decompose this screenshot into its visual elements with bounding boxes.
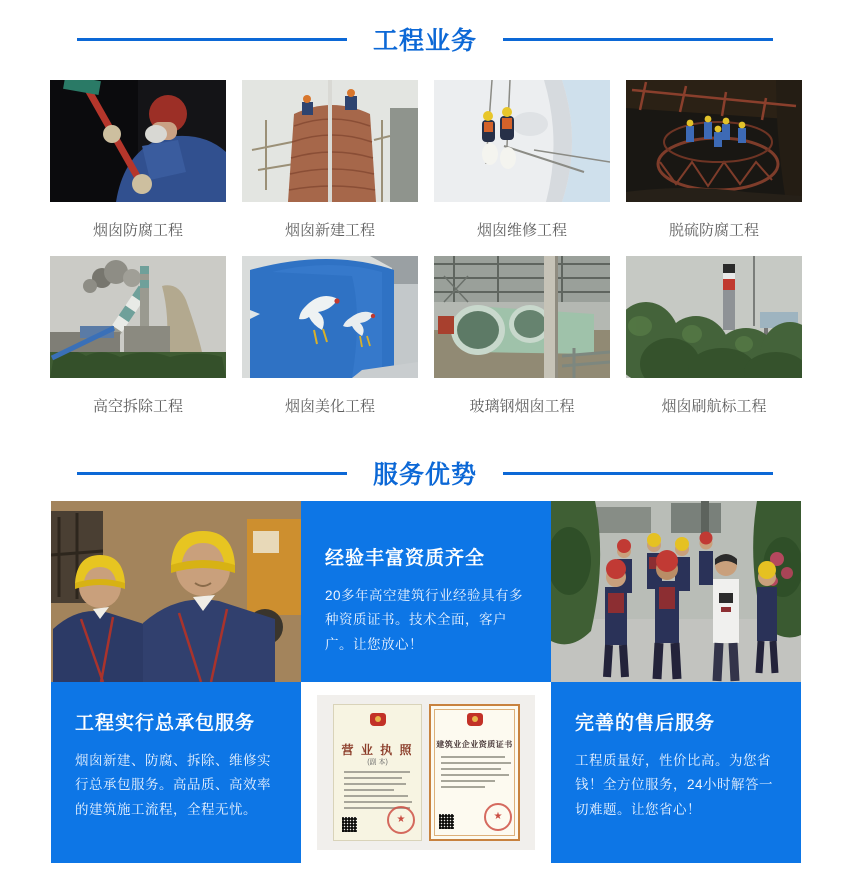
business-card-caption: 烟囱刷航标工程 [661, 397, 767, 415]
desulfurization-anticorrosion-photo [626, 80, 802, 202]
services-section-title: 服务优势 [372, 461, 477, 489]
service-card-contract [51, 682, 301, 863]
business-card-desulfurization[interactable] [626, 80, 802, 256]
services-photo-team [551, 501, 801, 682]
service-card-experience [301, 501, 551, 682]
national-emblem-icon [467, 713, 483, 726]
qualification-certificate-title: 建筑业企业资质证书 [436, 740, 513, 749]
business-card-repair[interactable] [434, 80, 610, 256]
business-card-beautification[interactable] [242, 256, 418, 432]
divider-line [77, 38, 347, 41]
business-card-caption: 烟囱防腐工程 [92, 221, 183, 239]
services-grid [51, 501, 799, 863]
divider-line [77, 472, 347, 475]
national-emblem-icon [370, 713, 386, 726]
services-section-header [0, 458, 850, 488]
qr-code-icon [439, 814, 454, 829]
business-card-anticorrosion[interactable] [50, 80, 226, 256]
chimney-anticorrosion-photo [50, 80, 226, 202]
high-altitude-demolition-photo [50, 256, 226, 378]
business-card-caption: 烟囱美化工程 [284, 397, 375, 415]
business-card-caption: 烟囱维修工程 [476, 221, 567, 239]
qr-code-icon [342, 817, 357, 832]
chimney-marker-painting-photo [626, 256, 802, 378]
service-card-heading: 经验丰富资质齐全 [325, 548, 486, 569]
business-card-caption: 烟囱新建工程 [284, 221, 375, 239]
business-card-marker[interactable] [626, 256, 802, 432]
business-license-certificate [333, 704, 422, 841]
red-seal-icon [484, 803, 512, 831]
divider-line [503, 38, 773, 41]
business-card-caption: 玻璃钢烟囱工程 [469, 397, 575, 415]
business-card-caption: 高空拆除工程 [92, 397, 183, 415]
service-card-heading: 工程实行总承包服务 [75, 713, 256, 734]
workers-portrait-photo [51, 501, 301, 682]
business-card-caption: 脱硫防腐工程 [668, 221, 759, 239]
certificates-photo [317, 695, 535, 850]
service-card-aftersales [551, 682, 801, 863]
service-card-heading: 完善的售后服务 [575, 713, 716, 734]
business-card-demolition[interactable] [50, 256, 226, 432]
service-card-body: 工程质量好，性价比高。为您省钱！全方位服务，24小时解答一切难题。让您省心！ [575, 753, 774, 817]
services-photo-certificates [301, 682, 551, 863]
divider-line [503, 472, 773, 475]
chimney-beautification-photo [242, 256, 418, 378]
service-card-body: 烟囱新建、防腐、拆除、维修实行总承包服务。高品质、高效率的建筑施工流程，全程无忧。 [75, 753, 271, 817]
frp-chimney-photo [434, 256, 610, 378]
business-card-frp[interactable] [434, 256, 610, 432]
chimney-repair-photo [434, 80, 610, 202]
business-license-subtitle: (副 本) [367, 759, 388, 766]
services-photo-workers [51, 501, 301, 682]
business-section-header [0, 24, 850, 54]
business-license-title: 营 业 执 照 [341, 743, 414, 757]
red-seal-icon [387, 806, 415, 834]
business-section-title: 工程业务 [372, 27, 477, 55]
team-walking-photo [551, 501, 801, 682]
service-card-body: 20多年高空建筑行业经验具有多种资质证书。技术全面，客户广。让您放心！ [325, 588, 524, 652]
chimney-construction-photo [242, 80, 418, 202]
business-card-construction[interactable] [242, 80, 418, 256]
business-grid [50, 80, 800, 432]
qualification-certificate [429, 704, 520, 841]
